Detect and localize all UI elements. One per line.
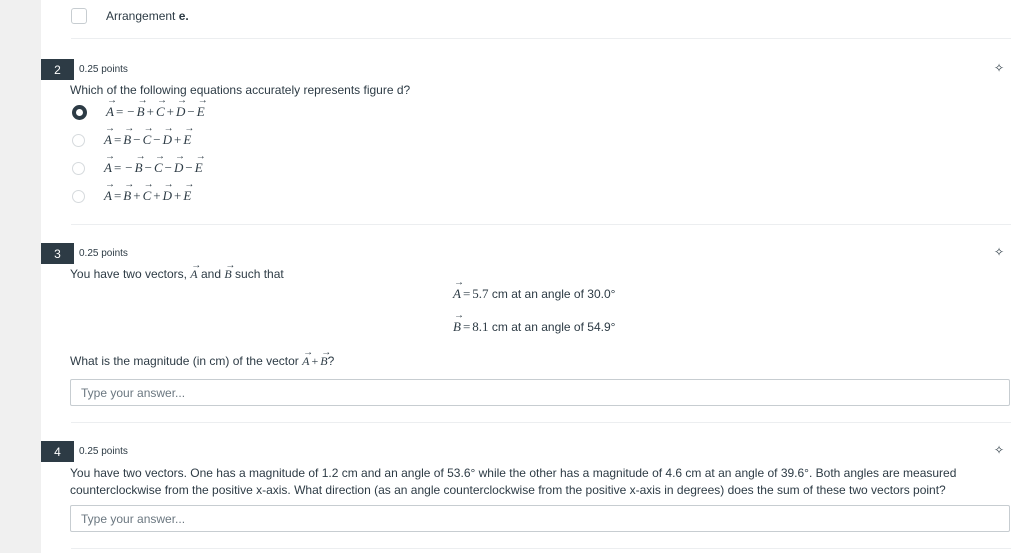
vector-b: → B bbox=[137, 104, 145, 120]
question-3-text: What is the magnitude (in cm) of the vector → A +→ B? bbox=[70, 353, 334, 370]
pin-icon[interactable]: ✧ bbox=[994, 443, 1005, 457]
question-4-line-2: counterclockwise from the positive x-axis. What direction (as an angle counterclockwise from the positive x-axis in degrees) does the sum of these two vectors point? bbox=[70, 483, 946, 497]
question-3-intro bbox=[70, 266, 284, 283]
vector-b: → B bbox=[224, 266, 231, 283]
q2-option-2[interactable] bbox=[72, 131, 191, 149]
operator: + bbox=[146, 104, 154, 119]
operator: − bbox=[153, 132, 161, 147]
answer-input[interactable] bbox=[70, 379, 1010, 406]
question-4-line-1: You have two vectors. One has a magnitude of 1.2 cm and an angle of 53.6° while the other has a magnitude of 4.6 cm at an angle of 39.6°. Both angles are measured bbox=[70, 466, 957, 480]
question-number-3: 3 bbox=[41, 243, 74, 264]
question-3-points: 0.25 points bbox=[79, 248, 128, 259]
vector-a-definition: → A = 5.7 cm at an angle of 30.0° bbox=[453, 286, 615, 302]
question-number-2: 2 bbox=[41, 59, 74, 80]
equation bbox=[104, 160, 203, 176]
operator: − bbox=[133, 132, 141, 147]
equation bbox=[104, 132, 191, 148]
vector-d: → D bbox=[174, 160, 183, 176]
question-divider bbox=[71, 224, 1011, 225]
vector-b: → B bbox=[123, 132, 131, 148]
q2-option-1[interactable] bbox=[72, 103, 205, 121]
operator: − bbox=[127, 104, 135, 119]
vector-b: → B bbox=[320, 353, 327, 370]
question-2-text: Which of the following equations accurately represents figure d? bbox=[70, 83, 411, 97]
vector-b: → B bbox=[123, 188, 131, 204]
operator: = bbox=[113, 188, 122, 203]
operator: − bbox=[144, 160, 152, 175]
radio-button[interactable] bbox=[72, 105, 87, 120]
vector-e: → E bbox=[183, 188, 191, 204]
angle-b: cm at an angle of 54.9° bbox=[488, 320, 616, 334]
question-divider bbox=[71, 422, 1011, 423]
option-label-text: Arrangement bbox=[106, 9, 179, 23]
quiz-page bbox=[41, 0, 1024, 553]
operator: + bbox=[133, 188, 141, 203]
vector-c: → C bbox=[154, 160, 163, 176]
vector-b: → B bbox=[453, 319, 461, 335]
vector-a: → A bbox=[104, 160, 112, 176]
question-number-4: 4 bbox=[41, 441, 74, 462]
vector-c: → C bbox=[156, 104, 165, 120]
vector-c: → C bbox=[143, 132, 152, 148]
vector-a: → A bbox=[106, 104, 114, 120]
operator: = bbox=[113, 160, 122, 175]
radio-button[interactable] bbox=[72, 134, 85, 147]
magnitude-a: 5.7 bbox=[472, 286, 489, 301]
option-arrangement-e[interactable] bbox=[71, 8, 189, 24]
operator: + bbox=[174, 188, 182, 203]
question-4-points: 0.25 points bbox=[79, 446, 128, 457]
question-divider bbox=[71, 548, 1011, 549]
answer-input[interactable] bbox=[70, 505, 1010, 532]
operator: + bbox=[174, 132, 182, 147]
vector-a: → A bbox=[104, 188, 112, 204]
magnitude-b: 8.1 bbox=[472, 319, 489, 334]
radio-button[interactable] bbox=[72, 190, 85, 203]
operator: = bbox=[115, 104, 124, 119]
question-text: What is the magnitude (in cm) of the vector bbox=[70, 354, 303, 368]
vector-a: → A bbox=[190, 266, 197, 283]
vector-b-definition: → B = 8.1 cm at an angle of 54.9° bbox=[453, 319, 615, 335]
question-4-text bbox=[70, 465, 970, 499]
question-divider bbox=[71, 38, 1011, 39]
vector-a: → A bbox=[453, 286, 461, 302]
question-2-points: 0.25 points bbox=[79, 64, 128, 75]
vector-d: → D bbox=[163, 188, 172, 204]
intro-and: and bbox=[197, 267, 225, 281]
operator: − bbox=[185, 160, 193, 175]
pin-icon[interactable]: ✧ bbox=[994, 61, 1005, 75]
operator: + bbox=[166, 104, 174, 119]
vector-b: → B bbox=[135, 160, 143, 176]
angle-a: cm at an angle of 30.0° bbox=[488, 287, 616, 301]
operator: − bbox=[187, 104, 195, 119]
vector-d: → D bbox=[163, 132, 172, 148]
pin-icon[interactable]: ✧ bbox=[994, 245, 1005, 259]
operator: − bbox=[164, 160, 172, 175]
equation bbox=[106, 104, 205, 120]
vector-e: → E bbox=[195, 160, 203, 176]
intro-text: You have two vectors, bbox=[70, 267, 191, 281]
vector-a: → A bbox=[302, 353, 309, 370]
question-mark: ? bbox=[327, 354, 335, 368]
radio-button[interactable] bbox=[72, 162, 85, 175]
vector-e: → E bbox=[197, 104, 205, 120]
vector-c: → C bbox=[143, 188, 152, 204]
option-label-bold: e. bbox=[178, 9, 189, 23]
checkbox[interactable] bbox=[71, 8, 87, 24]
option-label bbox=[106, 9, 189, 23]
operator: − bbox=[125, 160, 133, 175]
q2-option-3[interactable] bbox=[72, 159, 203, 177]
equation bbox=[104, 188, 191, 204]
q2-option-4[interactable] bbox=[72, 187, 191, 205]
intro-text-end: such that bbox=[231, 267, 284, 281]
vector-a: → A bbox=[104, 132, 112, 148]
operator: + bbox=[153, 188, 161, 203]
vector-e: → E bbox=[183, 132, 191, 148]
operator: = bbox=[113, 132, 122, 147]
vector-d: → D bbox=[176, 104, 185, 120]
